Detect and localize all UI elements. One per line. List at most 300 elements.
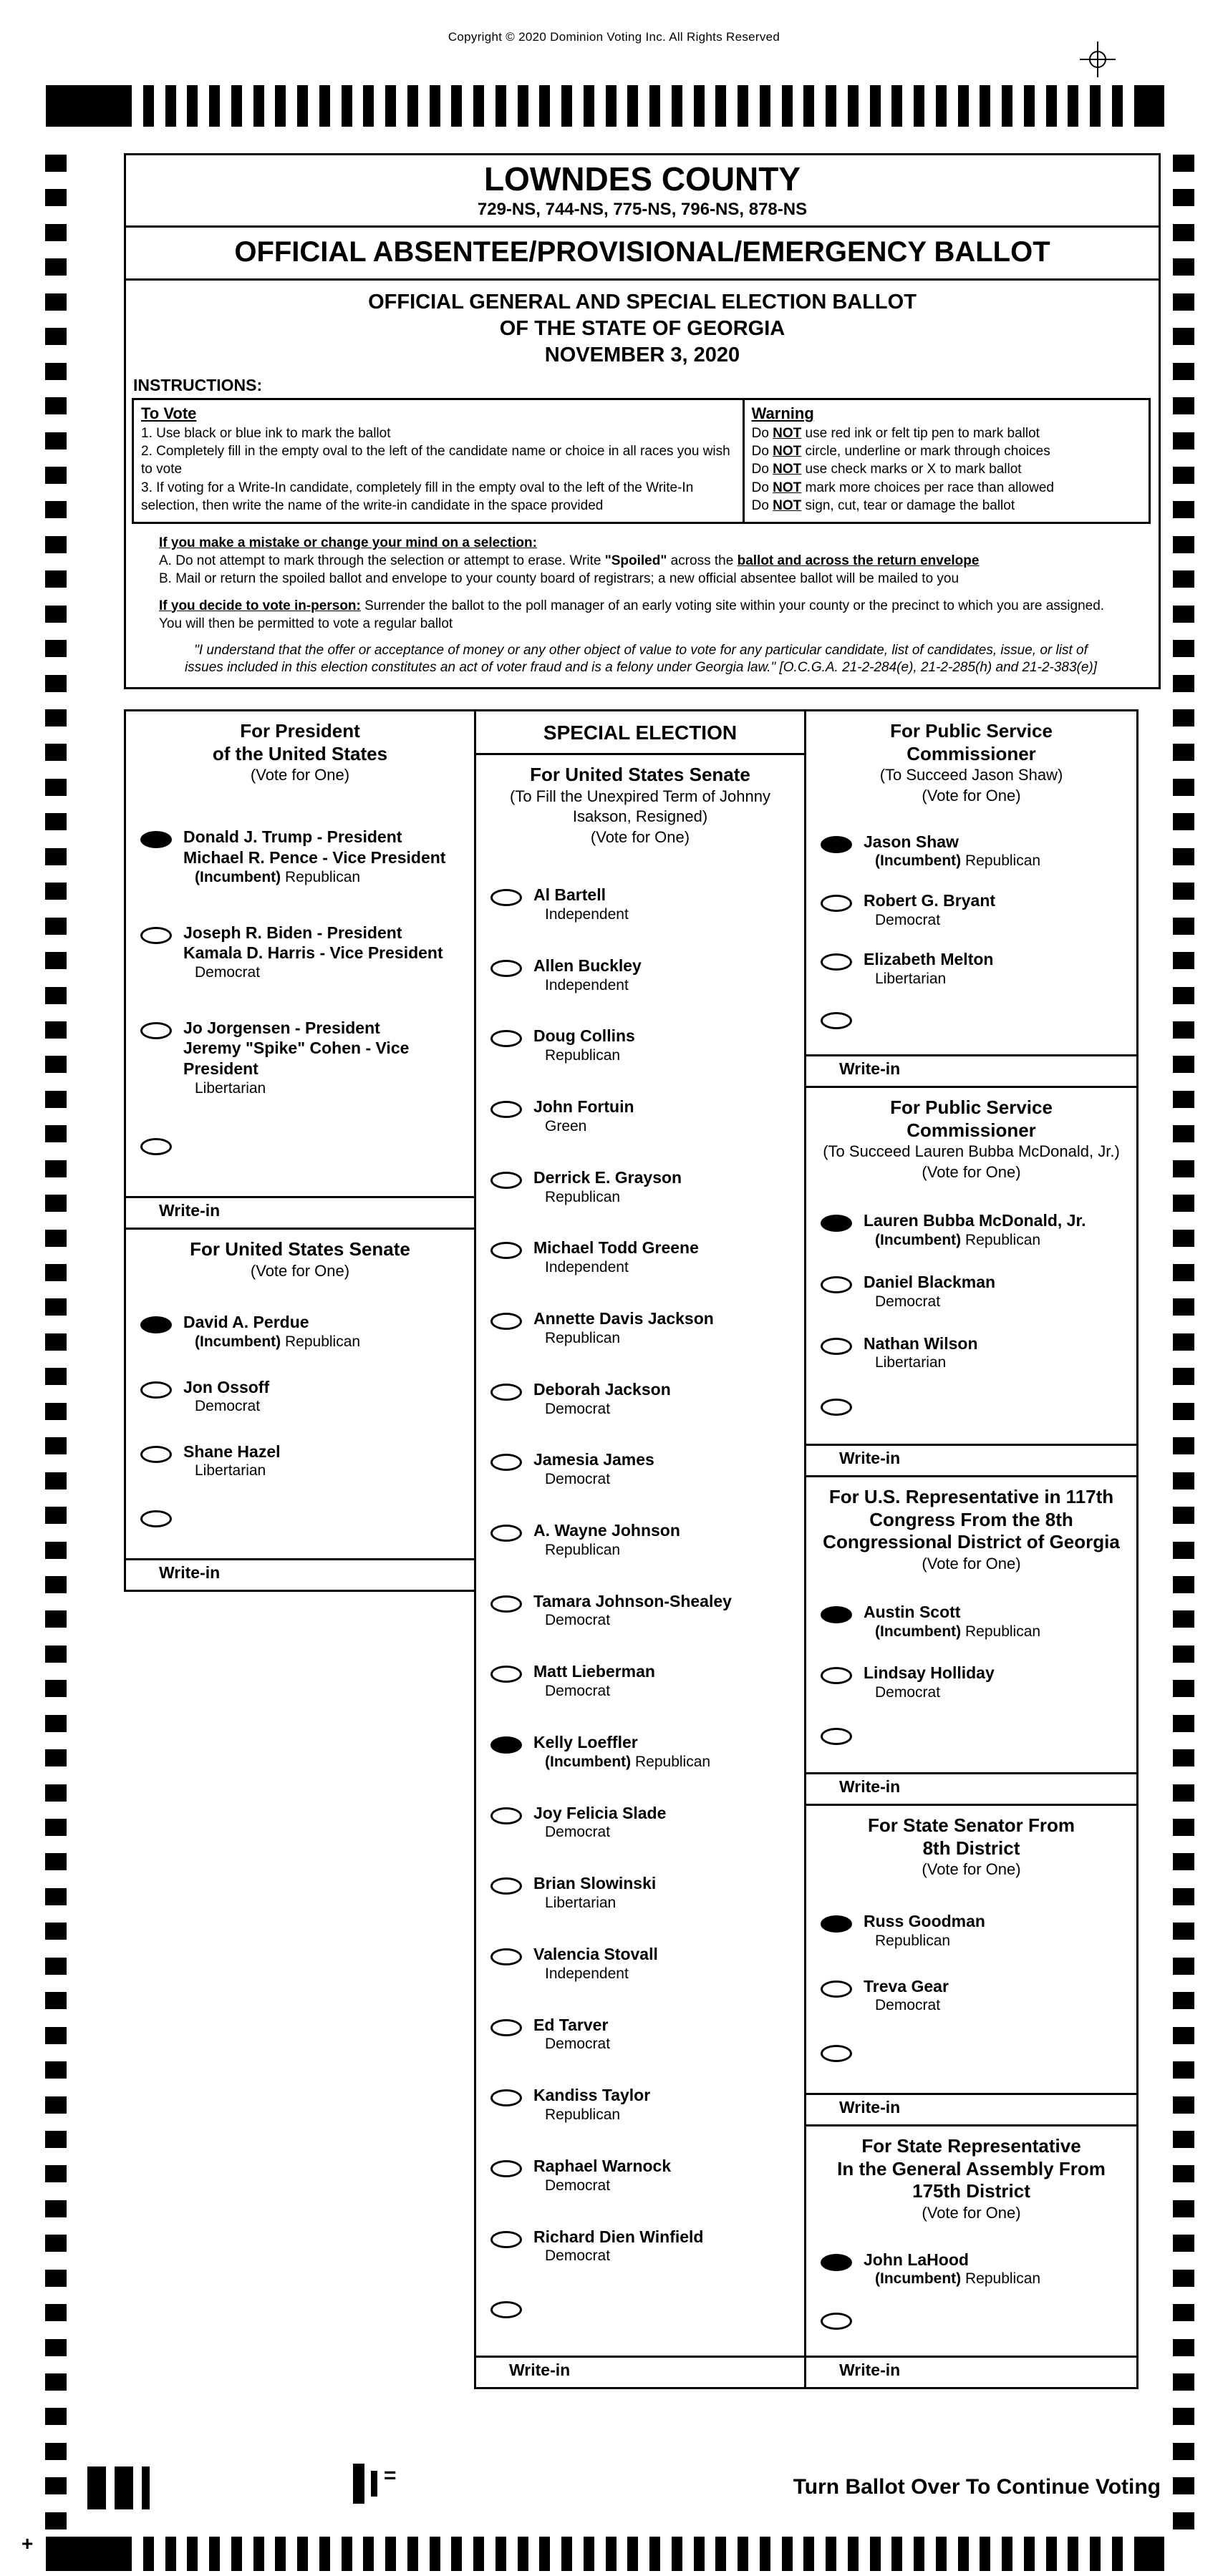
candidate-name: Lauren Bubba McDonald, Jr. <box>864 1211 1086 1230</box>
candidate-row <box>476 1238 804 1277</box>
warning-box <box>743 398 1151 523</box>
candidate-info <box>864 1210 1086 1250</box>
timing-mark <box>1173 1195 1194 1212</box>
timing-mark <box>980 85 990 127</box>
candidate-name: Robert G. Bryant <box>864 890 996 910</box>
candidate-row <box>476 2085 804 2124</box>
ballot-oval[interactable] <box>490 960 522 977</box>
timing-mark <box>561 85 572 127</box>
contest-for-united-states-senate <box>124 1228 476 1592</box>
timing-mark <box>1112 85 1123 127</box>
timing-mark <box>1173 1784 1194 1802</box>
timing-mark <box>451 85 462 127</box>
to-vote-title: To Vote <box>141 404 197 423</box>
timing-mark <box>45 779 67 796</box>
candidate-party: Republican <box>545 1329 621 1346</box>
timing-mark <box>1173 224 1194 241</box>
write-in-oval[interactable] <box>821 1012 852 1029</box>
mistake-line <box>159 570 1123 588</box>
ballot-oval[interactable] <box>490 1313 522 1330</box>
ballot-oval[interactable] <box>821 1338 852 1355</box>
candidate-info <box>533 2156 671 2195</box>
candidate-row <box>476 1097 804 1136</box>
timing-mark <box>45 883 67 900</box>
ballot-oval[interactable] <box>821 1980 852 1998</box>
text-segment: Do <box>751 462 773 477</box>
timing-mark <box>45 2061 67 2079</box>
timing-mark <box>363 2537 374 2571</box>
timing-mark <box>1173 1298 1194 1316</box>
write-in-oval[interactable] <box>140 1510 172 1527</box>
to-vote-item: 2. Completely fill in the empty oval to the left of the candidate name or choice in all races you wish to vote <box>141 444 730 477</box>
candidate-party: Libertarian <box>875 970 947 987</box>
candidate-row <box>476 2156 804 2195</box>
timing-mark <box>319 2537 330 2571</box>
ballot-oval[interactable] <box>490 1525 522 1542</box>
text-segment: NOT <box>773 480 802 495</box>
timing-mark <box>1173 1819 1194 1836</box>
ballot-oval-filled[interactable] <box>821 1606 852 1623</box>
timing-mark <box>165 85 176 127</box>
incumbent-label: (Incumbent) <box>195 1333 281 1351</box>
candidate-row <box>126 1018 474 1099</box>
timing-mark <box>1173 1403 1194 1420</box>
candidate-party: (Incumbent) Republican <box>875 852 1041 870</box>
ballot-oval[interactable] <box>140 927 172 944</box>
write-in-oval[interactable] <box>821 2045 852 2062</box>
timing-mark <box>45 1264 67 1281</box>
timing-mark <box>45 1853 67 1870</box>
timing-mark <box>231 85 242 127</box>
contest-title-line: For President <box>240 720 360 742</box>
contest-header <box>476 755 804 851</box>
candidate-row <box>126 1377 474 1416</box>
timing-mark <box>1173 397 1194 414</box>
timing-mark <box>891 85 902 127</box>
timing-mark <box>694 2537 705 2571</box>
candidate-info <box>533 1308 714 1348</box>
write-in-oval[interactable] <box>490 2301 522 2318</box>
timing-mark <box>45 1646 67 1663</box>
candidate-name: Annette Davis Jackson <box>533 1309 714 1328</box>
candidate-info <box>864 1976 949 2016</box>
candidate-info <box>533 1873 656 1912</box>
contest-title-line: For State Representative <box>861 2135 1081 2157</box>
timing-mark <box>45 397 67 414</box>
candidate-info <box>533 1661 655 1701</box>
candidate-name: Allen Buckley <box>533 956 642 975</box>
registration-crosshair-icon <box>1080 42 1116 77</box>
candidate-info <box>183 1312 360 1351</box>
ballot-oval[interactable] <box>490 2231 522 2248</box>
candidate-party: Democrat <box>545 2247 611 2265</box>
candidate-party: Independent <box>545 1965 629 1982</box>
ballot-oval-filled[interactable] <box>140 831 172 848</box>
timing-mark <box>385 2537 396 2571</box>
candidate-party: Libertarian <box>545 1895 617 1912</box>
text-segment: "Spoiled" <box>604 553 667 569</box>
ballot-oval[interactable] <box>490 1948 522 1965</box>
timing-mark <box>45 224 67 241</box>
ballot-oval-filled[interactable] <box>821 1915 852 1933</box>
timing-mark <box>1173 1923 1194 1940</box>
ballot-oval[interactable] <box>490 1807 522 1824</box>
write-in-area[interactable] <box>126 1196 474 1228</box>
vote-for-instruction: (Vote for One) <box>590 827 690 846</box>
text-segment: across the <box>667 553 738 569</box>
write-in-oval[interactable] <box>821 1728 852 1745</box>
timing-mark <box>1173 1715 1194 1732</box>
timing-mark <box>1068 2537 1078 2571</box>
barcode-bar <box>371 2471 377 2497</box>
contest-title-line: Congress From the 8th <box>869 1508 1073 1530</box>
instructions-label: INSTRUCTIONS: <box>133 376 263 395</box>
timing-mark <box>45 1923 67 1940</box>
timing-mark <box>1173 536 1194 553</box>
candidate-info <box>533 885 629 924</box>
text-segment: sign, cut, tear or damage the ballot <box>801 497 1015 513</box>
timing-mark <box>715 2537 726 2571</box>
timing-mark <box>45 2235 67 2252</box>
timing-mark <box>45 1958 67 1975</box>
write-in-oval[interactable] <box>140 1138 172 1155</box>
timing-mark <box>451 2537 462 2571</box>
timing-mark <box>803 2537 814 2571</box>
contest-title-line: of the United States <box>212 742 388 764</box>
timing-mark <box>297 85 308 127</box>
ballot-oval[interactable] <box>490 2089 522 2106</box>
write-in-area[interactable] <box>806 1772 1136 1804</box>
write-in-choice-row <box>806 1008 1136 1029</box>
timing-mark <box>1173 1888 1194 1905</box>
timing-mark-block <box>1134 85 1164 127</box>
timing-mark <box>45 155 67 172</box>
candidate-name: Matt Lieberman <box>533 1662 655 1681</box>
ballot-oval[interactable] <box>140 1381 172 1399</box>
timing-mark <box>715 85 726 127</box>
timing-mark <box>1173 1368 1194 1385</box>
timing-track-top <box>46 83 1164 129</box>
timing-mark <box>738 2537 748 2571</box>
candidate-party: Independent <box>545 905 629 923</box>
timing-mark <box>342 85 352 127</box>
candidate-row <box>476 1732 804 1771</box>
candidate-name: Michael R. Pence - Vice President <box>183 848 446 867</box>
write-in-area[interactable] <box>806 2093 1136 2124</box>
candidate-row <box>476 1026 804 1065</box>
write-in-label: Write-in <box>839 1059 901 1078</box>
county-header-box <box>124 153 1161 228</box>
candidate-row <box>806 1911 1136 1950</box>
mistake-lines <box>159 552 1123 588</box>
write-in-area[interactable] <box>806 2356 1136 2387</box>
special-election-banner: SPECIAL ELECTION <box>476 711 804 755</box>
timing-mark <box>1173 640 1194 657</box>
timing-mark <box>1173 2270 1194 2287</box>
candidate-name: Brian Slowinski <box>533 1874 657 1893</box>
contest-header <box>806 1088 1136 1186</box>
ballot-oval[interactable] <box>490 1242 522 1259</box>
write-in-choice-row <box>806 2308 1136 2330</box>
ballot-oval[interactable] <box>140 1446 172 1463</box>
timing-mark-block <box>46 2537 132 2571</box>
timing-mark <box>958 2537 969 2571</box>
ballot-oval[interactable] <box>490 1666 522 1683</box>
candidate-name: Valencia Stovall <box>533 1945 658 1963</box>
timing-mark <box>253 2537 264 2571</box>
candidate-party: (Incumbent) Republican <box>195 868 361 885</box>
write-in-choice-row <box>126 1506 474 1527</box>
timing-mark <box>1173 2408 1194 2425</box>
timing-mark <box>1173 1542 1194 1559</box>
vote-for-instruction: (Vote for One) <box>922 1163 1021 1182</box>
timing-mark <box>275 2537 286 2571</box>
incumbent-label: (Incumbent) <box>875 852 962 870</box>
write-in-area[interactable] <box>806 1444 1136 1475</box>
candidate-row <box>476 1379 804 1419</box>
timing-mark <box>45 709 67 726</box>
warning-item <box>752 497 1140 515</box>
timing-mark <box>1173 293 1194 311</box>
candidate-name: Kandiss Taylor <box>533 2086 651 2105</box>
candidate-name: Joy Felicia Slade <box>533 1803 667 1822</box>
warning-items <box>752 424 1140 514</box>
candidate-name: Jo Jorgensen - President <box>183 1018 380 1037</box>
election-date: NOVEMBER 3, 2020 <box>544 344 740 367</box>
ballot-oval-filled[interactable] <box>821 2254 852 2271</box>
vote-for-instruction: (Vote for One) <box>922 1860 1021 1879</box>
election-title: OFFICIAL GENERAL AND SPECIAL ELECTION BALLOT <box>368 291 917 314</box>
candidate-party: Independent <box>545 1259 629 1276</box>
lower-instructions <box>126 524 1159 677</box>
ballot-oval[interactable] <box>490 2160 522 2177</box>
text-segment: Do <box>751 426 773 442</box>
timing-mark-block <box>1134 2537 1164 2571</box>
text-segment: Do <box>751 444 773 460</box>
timing-mark <box>1173 1333 1194 1351</box>
candidate-name: Daniel Blackman <box>864 1272 996 1291</box>
timing-mark <box>936 2537 947 2571</box>
timing-mark <box>1173 918 1194 935</box>
write-in-oval[interactable] <box>821 2313 852 2330</box>
timing-mark <box>45 1576 67 1593</box>
copyright-notice: Copyright © 2020 Dominion Voting Inc. All Rights Reserved <box>448 30 780 44</box>
contest-title-line: 175th District <box>912 2180 1030 2202</box>
timing-mark <box>1173 2131 1194 2148</box>
ballot-oval[interactable] <box>490 1172 522 1189</box>
timing-mark <box>407 2537 418 2571</box>
precinct-list: 729-NS, 744-NS, 775-NS, 796-NS, 878-NS <box>477 200 808 219</box>
ballot-oval[interactable] <box>821 895 852 912</box>
timing-mark <box>45 606 67 623</box>
mistake-line <box>159 552 1123 570</box>
text-segment: use check marks or X to mark ballot <box>801 462 1022 477</box>
timing-mark <box>1173 1507 1194 1524</box>
timing-mark <box>1173 2165 1194 2182</box>
timing-mark <box>1173 467 1194 484</box>
timing-mark <box>430 85 440 127</box>
timing-mark <box>1173 2304 1194 2321</box>
timing-mark <box>782 2537 793 2571</box>
ballot-oval[interactable] <box>490 889 522 906</box>
timing-mark <box>143 2537 154 2571</box>
ballot-oval[interactable] <box>821 953 852 971</box>
vote-for-instruction: (Vote for One) <box>250 766 350 784</box>
timing-mark <box>672 2537 682 2571</box>
timing-mark <box>1173 675 1194 692</box>
timing-mark <box>45 189 67 206</box>
timing-mark <box>914 2537 924 2571</box>
ballot-oval[interactable] <box>490 1030 522 1047</box>
warning-item <box>752 460 1140 478</box>
ballot-oval-filled[interactable] <box>821 1215 852 1232</box>
timing-mark <box>848 2537 859 2571</box>
candidate-name: Elizabeth Melton <box>864 949 994 968</box>
contest-for-public-service-commissioner <box>804 1086 1138 1477</box>
contest-for-u-s-representative-in-117th-congress-from-the-8th-congressional-district-of-georgia <box>804 1475 1138 1806</box>
candidate-party: Independent <box>545 976 629 993</box>
candidate-party: Democrat <box>545 1683 611 1700</box>
candidate-name: Jason Shaw <box>864 832 959 851</box>
candidate-info <box>864 1333 978 1373</box>
timing-mark <box>45 2131 67 2148</box>
candidate-name: Treva Gear <box>864 1976 949 1996</box>
write-in-label: Write-in <box>159 1563 221 1582</box>
write-in-choice-row <box>806 1724 1136 1745</box>
timing-mark <box>45 675 67 692</box>
timing-mark <box>45 1091 67 1108</box>
candidate-info <box>533 1944 658 1983</box>
write-in-oval[interactable] <box>821 1399 852 1416</box>
timing-mark <box>45 2373 67 2391</box>
write-in-label: Write-in <box>839 2361 901 2379</box>
ballot-oval[interactable] <box>490 1384 522 1401</box>
ballot-oval-filled[interactable] <box>140 1316 172 1333</box>
candidate-name: Ed Tarver <box>533 2015 609 2034</box>
timing-mark <box>45 258 67 276</box>
candidate-name: Jamesia James <box>533 1450 654 1469</box>
ballot-oval[interactable] <box>490 1454 522 1471</box>
timing-mark <box>1173 2443 1194 2460</box>
timing-mark <box>627 85 638 127</box>
timing-mark <box>45 536 67 553</box>
candidate-party: Green <box>545 1117 587 1134</box>
timing-mark <box>891 2537 902 2571</box>
write-in-area[interactable] <box>806 1054 1136 1086</box>
contest-for-president-of-the-united-states <box>124 709 476 1230</box>
vote-for-instruction: (Vote for One) <box>922 1555 1021 1573</box>
timing-mark <box>1173 501 1194 518</box>
contest-header <box>126 711 474 789</box>
ballot-oval[interactable] <box>821 1667 852 1684</box>
legal-oath: "I understand that the offer or acceptance of money or any other object of value to vote for any particular candidate, list of candidates, issue, or list of issues included in this election constitutes an act of voter fraud and is a felony under Georgia law." [O.C.G.A. 21-2-284(e), 21-2-285(h) and 21-2-383(e)] <box>184 642 1098 676</box>
write-in-choice-row <box>476 2297 804 2318</box>
candidate-row <box>806 2250 1136 2289</box>
candidate-party: (Incumbent) Republican <box>875 1623 1041 1640</box>
timing-mark <box>694 85 705 127</box>
ballot-oval[interactable] <box>490 1877 522 1895</box>
ballot-oval-filled[interactable] <box>821 836 852 853</box>
contest-title-line: In the General Assembly From <box>837 2157 1106 2179</box>
candidate-info <box>533 2085 650 2124</box>
ballot-oval[interactable] <box>490 2019 522 2036</box>
timing-mark <box>1173 1091 1194 1108</box>
candidate-row <box>806 1976 1136 2016</box>
candidate-list <box>806 2227 1136 2356</box>
candidate-name: Al Bartell <box>533 885 606 905</box>
candidate-party: Democrat <box>875 1683 941 1701</box>
timing-mark <box>45 2477 67 2494</box>
contest-header <box>806 1806 1136 1883</box>
candidate-name: Austin Scott <box>864 1602 961 1621</box>
ballot-oval[interactable] <box>140 1022 172 1039</box>
timing-mark <box>561 2537 572 2571</box>
timing-mark <box>45 1437 67 1454</box>
timing-mark <box>1173 779 1194 796</box>
timing-mark <box>45 1056 67 1073</box>
timing-mark <box>936 85 947 127</box>
timing-mark <box>45 1195 67 1212</box>
write-in-area[interactable] <box>126 1558 474 1590</box>
candidate-name: Shane Hazel <box>183 1442 281 1461</box>
candidate-row <box>126 923 474 983</box>
timing-mark <box>1173 1437 1194 1454</box>
write-in-area[interactable] <box>476 2356 804 2387</box>
timing-mark <box>1173 2477 1194 2494</box>
contest-header <box>806 2127 1136 2227</box>
timing-mark <box>45 987 67 1004</box>
candidate-name: John LaHood <box>864 2250 969 2269</box>
contest-subtitle-line: (To Fill the Unexpired Term of Johnny <box>510 787 770 805</box>
text-segment: ballot and across the return envelope <box>737 553 980 569</box>
ballot-oval[interactable] <box>821 1276 852 1293</box>
candidate-name: John Fortuin <box>533 1097 634 1117</box>
timing-mark <box>1068 85 1078 127</box>
candidate-info <box>183 1442 281 1481</box>
contest-subtitle-line: (To Succeed Jason Shaw) <box>879 766 1063 784</box>
timing-mark <box>45 2165 67 2182</box>
timing-mark <box>45 1403 67 1420</box>
candidate-row <box>476 1944 804 1983</box>
candidate-row <box>476 885 804 924</box>
ballot-oval[interactable] <box>490 1101 522 1118</box>
incumbent-label: (Incumbent) <box>875 1232 962 1249</box>
to-vote-item: 3. If voting for a Write-In candidate, completely fill in the empty oval to the left of the Write-In selection, then write the name of the write-in candidate in the space provided <box>141 480 694 513</box>
candidate-name: Deborah Jackson <box>533 1379 671 1399</box>
instruction-boxes <box>132 398 1153 523</box>
candidate-party: Democrat <box>545 2036 611 2053</box>
timing-mark <box>407 85 418 127</box>
timing-mark <box>231 2537 242 2571</box>
timing-mark <box>848 85 859 127</box>
candidate-party: (Incumbent) Republican <box>875 2270 1041 2288</box>
turn-ballot-over-text: Turn Ballot Over To Continue Voting <box>793 2475 1161 2499</box>
ballot-oval[interactable] <box>490 1595 522 1613</box>
timing-mark <box>1173 1576 1194 1593</box>
timing-mark <box>870 85 881 127</box>
timing-mark <box>826 2537 836 2571</box>
candidate-row <box>806 949 1136 988</box>
timing-mark <box>1173 883 1194 900</box>
timing-mark <box>45 1610 67 1628</box>
timing-mark <box>1173 363 1194 380</box>
candidate-name: David A. Perdue <box>183 1313 309 1332</box>
ballot-oval-filled[interactable] <box>490 1736 522 1754</box>
timing-mark <box>187 2537 198 2571</box>
incumbent-label: (Incumbent) <box>545 1753 632 1770</box>
candidate-list <box>126 1284 474 1558</box>
timing-mark <box>45 1021 67 1039</box>
